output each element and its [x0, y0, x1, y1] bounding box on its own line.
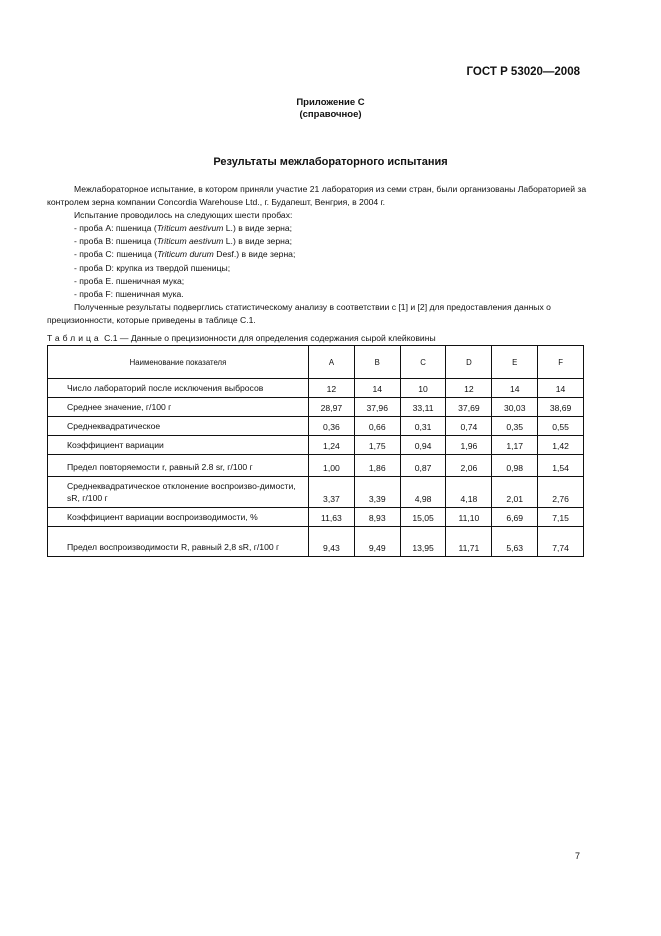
row-indicator-name: Коэффициент вариации — [48, 436, 309, 455]
table-caption — [47, 333, 587, 343]
row-value-cell: 13,95 — [400, 527, 446, 557]
page-number: 7 — [574, 851, 580, 861]
row-value-cell: 1,24 — [309, 436, 355, 455]
row-indicator-name: Предел повторяемости r, равный 2.8 sr, г/100 г — [48, 455, 309, 477]
row-value-cell: 2,01 — [492, 477, 538, 508]
row-value-cell: 0,94 — [400, 436, 446, 455]
sample-item — [47, 262, 587, 275]
row-value-cell: 4,98 — [400, 477, 446, 508]
body-text — [47, 183, 587, 327]
sample-item — [47, 275, 587, 288]
row-value-cell: 11,10 — [446, 508, 492, 527]
row-value-cell: 1,54 — [538, 455, 584, 477]
appendix-title: Приложение С — [296, 97, 365, 108]
row-value-cell: 9,43 — [309, 527, 355, 557]
header-col-b: B — [354, 346, 400, 379]
sample-text: - проба В: пшеница ( — [74, 236, 157, 247]
precision-table — [47, 345, 584, 557]
row-indicator-name: Предел воспроизводимости R, равный 2,8 sR, г/100 г — [48, 527, 309, 557]
sample-text-end: L.) в виде зерна; — [223, 236, 293, 247]
row-indicator-name: Среднеквадратическое — [48, 417, 309, 436]
row-value-cell: 33,11 — [400, 398, 446, 417]
row-indicator-name: Коэффициент вариации воспроизводимости, % — [48, 508, 309, 527]
row-value-cell: 14 — [354, 379, 400, 398]
header-col-c: C — [400, 346, 446, 379]
table-row — [48, 477, 584, 508]
row-value-cell: 12 — [309, 379, 355, 398]
row-value-cell: 0,55 — [538, 417, 584, 436]
row-value-cell: 0,98 — [492, 455, 538, 477]
row-value-cell: 1,42 — [538, 436, 584, 455]
sample-text: - проба D: крупка из твердой пшеницы; — [74, 262, 231, 273]
table-row — [48, 527, 584, 557]
row-value-cell: 2,76 — [538, 477, 584, 508]
row-value-cell: 7,15 — [538, 508, 584, 527]
row-value-cell: 14 — [492, 379, 538, 398]
table-caption-label: Таблица — [47, 333, 102, 343]
sample-text: - проба А: пшеница ( — [74, 223, 157, 234]
sample-item — [47, 248, 587, 261]
sample-item — [47, 222, 587, 235]
sample-latin-name: Triticum aestivum — [156, 236, 224, 247]
header-col-a: A — [309, 346, 355, 379]
row-value-cell: 0,66 — [354, 417, 400, 436]
sample-list — [47, 222, 587, 301]
row-value-cell: 1,86 — [354, 455, 400, 477]
paragraph-results: Полученные результаты подверглись статистическому анализу в соответствии с [1] и [2] для предоставления данных о прецизионности, которые приведены в таблице С.1. — [47, 301, 551, 325]
sample-text: - проба Е. пшеничная мука; — [74, 275, 185, 286]
row-value-cell: 0,87 — [400, 455, 446, 477]
row-value-cell: 1,75 — [354, 436, 400, 455]
section-title: Результаты межлабораторного испытания — [213, 156, 448, 168]
table-row — [48, 436, 584, 455]
row-value-cell: 4,18 — [446, 477, 492, 508]
row-value-cell: 38,69 — [538, 398, 584, 417]
row-value-cell: 0,31 — [400, 417, 446, 436]
row-value-cell: 15,05 — [400, 508, 446, 527]
row-value-cell: 8,93 — [354, 508, 400, 527]
sample-item — [47, 235, 587, 248]
row-value-cell: 10 — [400, 379, 446, 398]
row-value-cell: 0,35 — [492, 417, 538, 436]
row-value-cell: 7,74 — [538, 527, 584, 557]
row-value-cell: 3,37 — [309, 477, 355, 508]
sample-latin-name: Triticum aestivum — [156, 223, 224, 234]
table-row — [48, 379, 584, 398]
appendix-heading — [0, 97, 661, 121]
sample-latin-name: Triticum durum — [157, 249, 214, 260]
row-value-cell: 5,63 — [492, 527, 538, 557]
header-col-d: D — [446, 346, 492, 379]
row-value-cell: 0,74 — [446, 417, 492, 436]
paragraph-intro: Межлабораторное испытание, в котором приняли участие 21 лаборатория из семи стран, были организованы Лабораторией за контролем зерна компании Concordia Warehouse Ltd., г. Будапешт, Венгрия, в 2004 г. — [47, 184, 587, 208]
row-value-cell: 30,03 — [492, 398, 538, 417]
row-value-cell: 11,71 — [446, 527, 492, 557]
row-value-cell: 12 — [446, 379, 492, 398]
row-value-cell: 6,69 — [492, 508, 538, 527]
row-value-cell: 1,00 — [309, 455, 355, 477]
sample-text: - проба С: пшеница ( — [74, 249, 158, 260]
row-value-cell: 1,96 — [446, 436, 492, 455]
row-indicator-name: Среднее значение, г/100 г — [48, 398, 309, 417]
row-value-cell: 37,96 — [354, 398, 400, 417]
row-value-cell: 11,63 — [309, 508, 355, 527]
row-value-cell: 9,49 — [354, 527, 400, 557]
row-value-cell: 2,06 — [446, 455, 492, 477]
standard-code: ГОСТ Р 53020—2008 — [466, 66, 580, 78]
sample-text-end: Desf.) в виде зерна; — [213, 249, 296, 260]
sample-item — [47, 288, 587, 301]
sample-text: - проба F: пшеничная мука. — [74, 288, 184, 299]
table-caption-text: С.1 — Данные о прецизионности для определения содержания сырой клейковины — [104, 333, 436, 343]
paragraph-samples-intro: Испытание проводилось на следующих шести пробах: — [74, 210, 293, 221]
table-header-row — [48, 346, 584, 379]
table-row — [48, 417, 584, 436]
appendix-subtitle: (справочное) — [299, 109, 362, 120]
row-value-cell: 0,36 — [309, 417, 355, 436]
row-value-cell: 28,97 — [309, 398, 355, 417]
table-row — [48, 508, 584, 527]
row-value-cell: 1,17 — [492, 436, 538, 455]
header-col-f: F — [538, 346, 584, 379]
table-row — [48, 398, 584, 417]
row-value-cell: 3,39 — [354, 477, 400, 508]
row-indicator-name: Число лабораторий после исключения выбросов — [48, 379, 309, 398]
row-value-cell: 14 — [538, 379, 584, 398]
sample-text-end: L.) в виде зерна; — [223, 223, 293, 234]
header-col-e: E — [492, 346, 538, 379]
row-value-cell: 37,69 — [446, 398, 492, 417]
header-indicator-name: Наименование показателя — [48, 346, 309, 379]
table-row — [48, 455, 584, 477]
row-indicator-name: Среднеквадратическое отклонение воспроизво-димости, sR, г/100 г — [48, 477, 309, 508]
